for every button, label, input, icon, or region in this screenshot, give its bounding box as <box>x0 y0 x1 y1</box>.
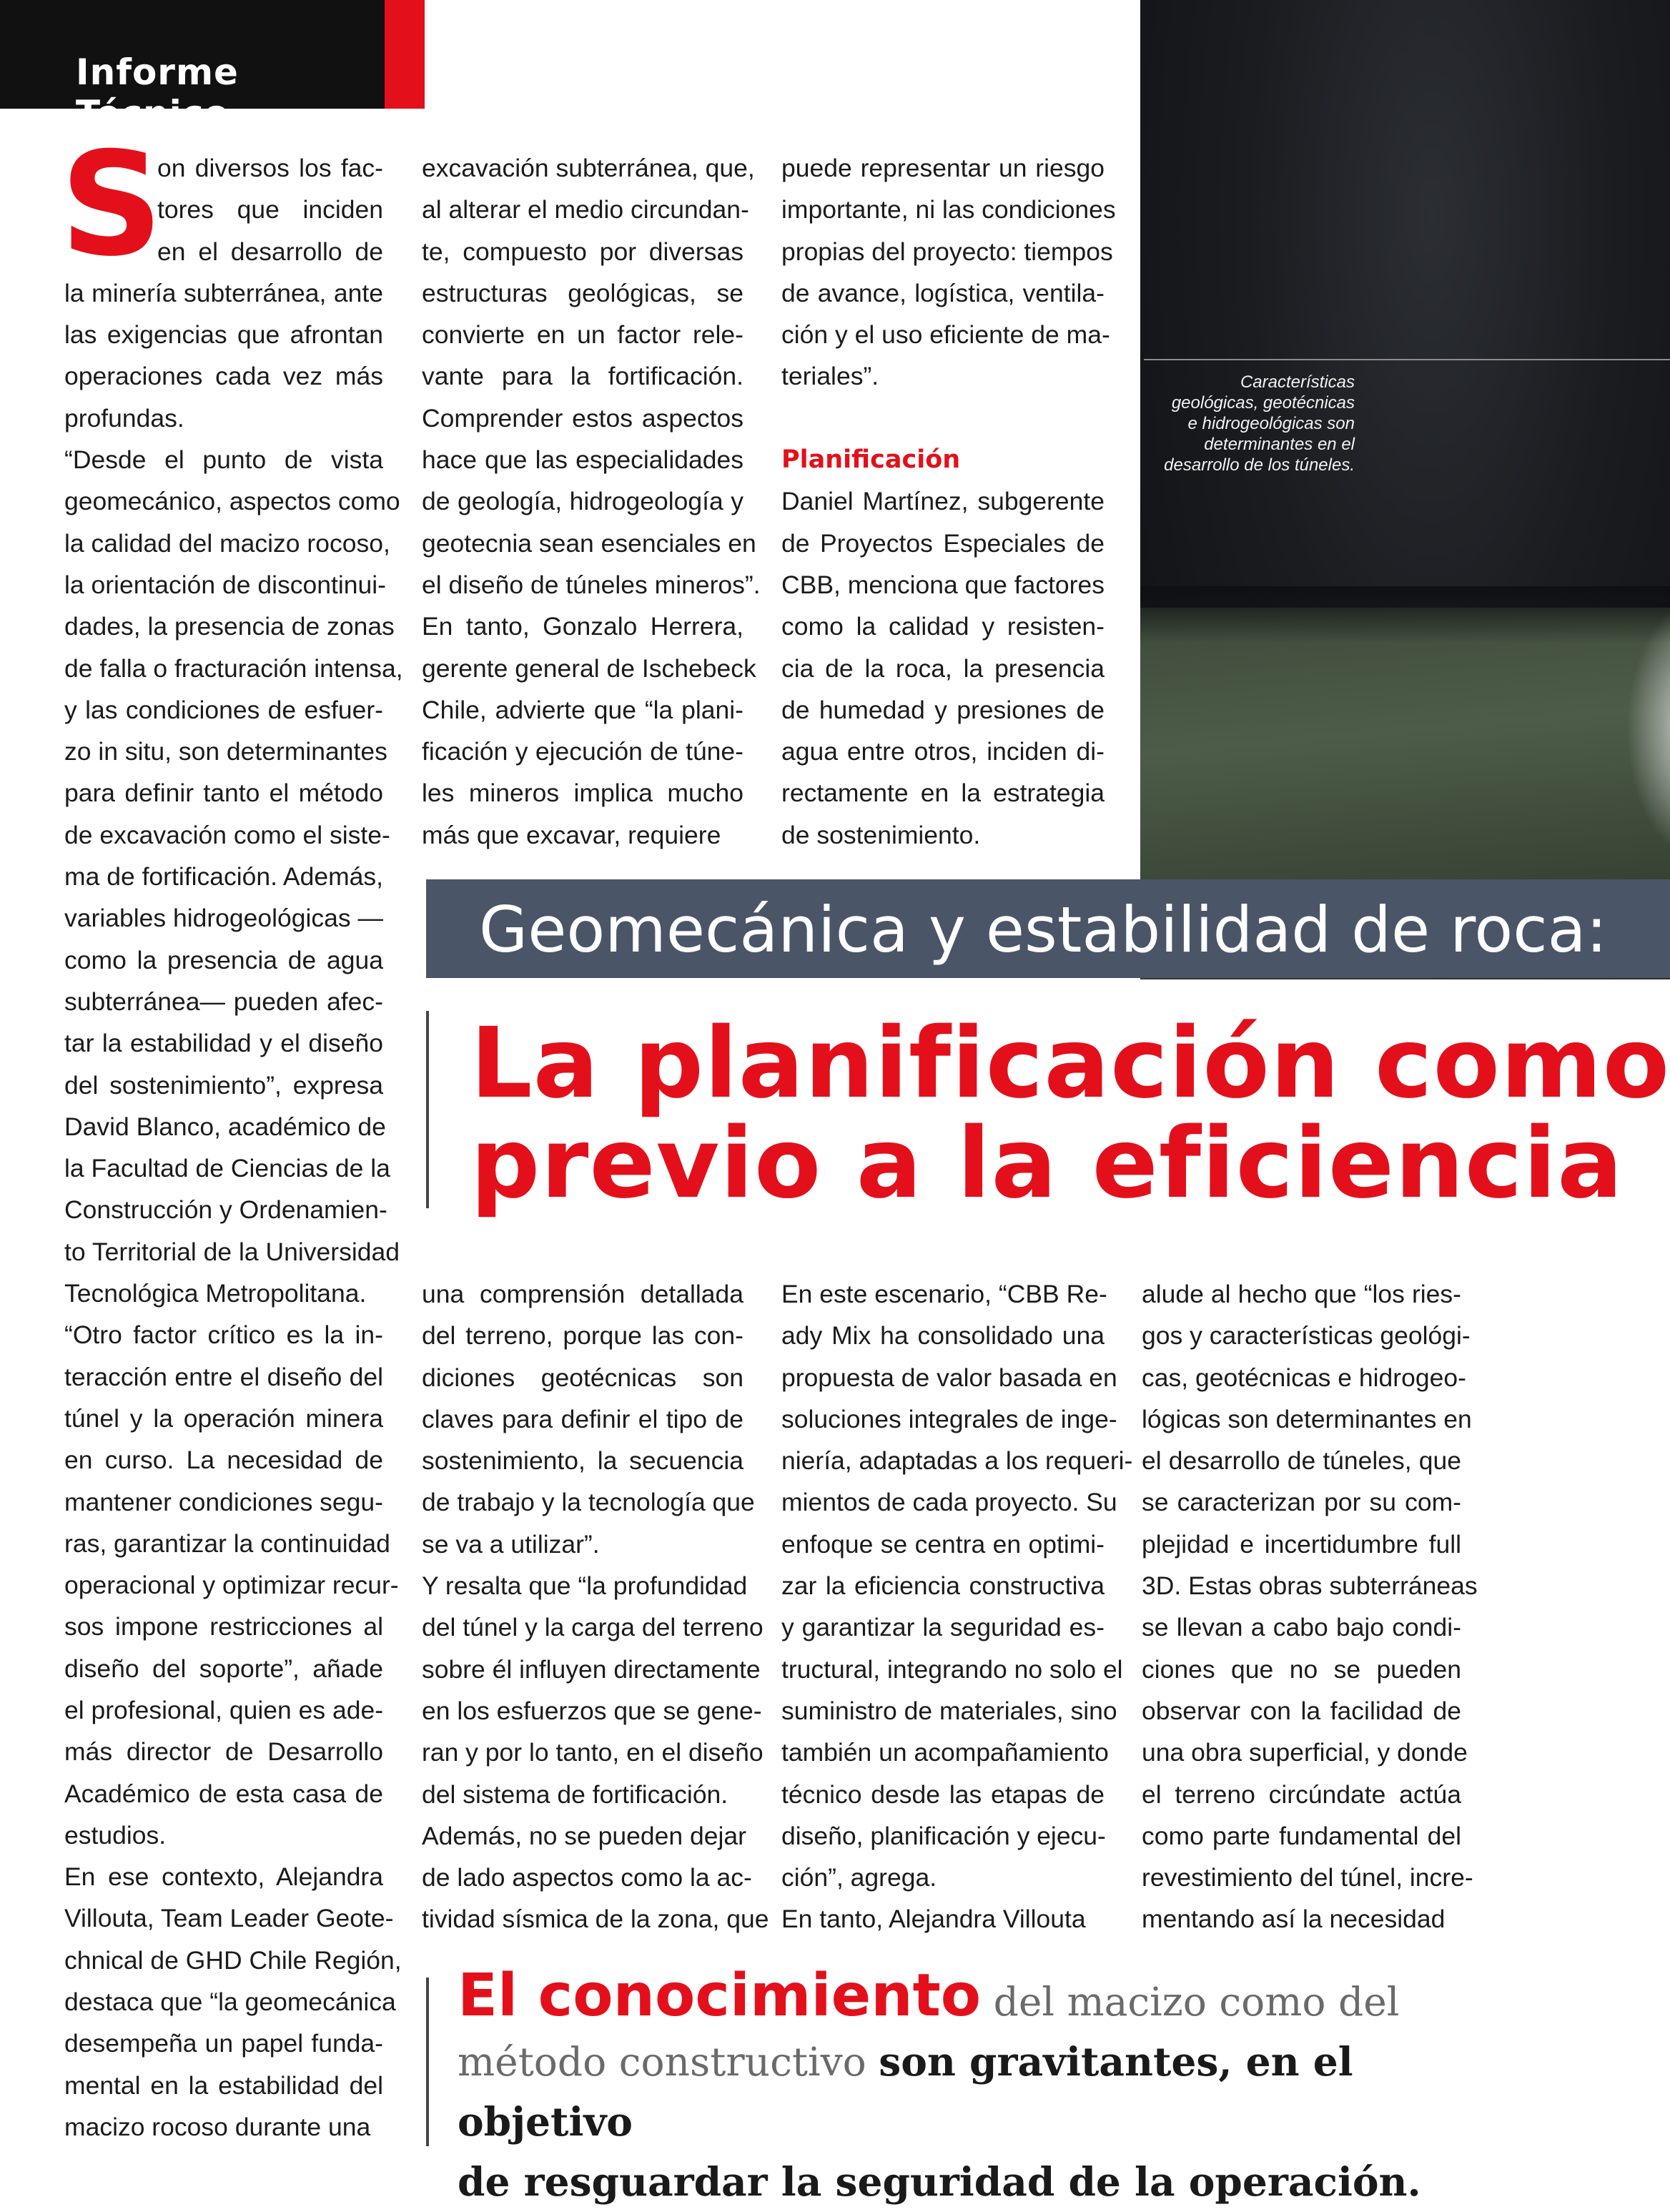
text-line: estudios. <box>64 1820 167 1850</box>
text-line: claves para definir el tipo de <box>422 1404 743 1433</box>
body-column-1 <box>64 147 403 2148</box>
text-line: Además, no se pueden dejar <box>422 1821 746 1850</box>
text-line: operaciones cada vez más <box>64 362 383 391</box>
headline-line-2: previo a la eficiencia <box>470 1107 1624 1220</box>
text-line: y las condiciones de esfuer- <box>64 695 383 724</box>
text-line: subterránea— pueden afec- <box>64 987 383 1016</box>
text-line: zar la eficiencia constructiva <box>781 1571 1105 1601</box>
text-line: alude al hecho que “los ries- <box>1142 1280 1461 1308</box>
text-line: rectamente en la estrategia <box>781 779 1105 808</box>
text-line: más director de Desarrollo <box>64 1737 383 1767</box>
text-line: soluciones integrales de inge- <box>781 1404 1117 1433</box>
text-line: técnico desde las etapas de <box>781 1779 1105 1809</box>
text-line: teriales”. <box>781 362 879 391</box>
text-line: cia de la roca, la presencia <box>781 653 1105 683</box>
text-line: En ese contexto, Alejandra <box>64 1862 383 1892</box>
text-line: enfoque se centra en optimi- <box>781 1529 1105 1559</box>
text-line: el terreno circúndate actúa <box>1142 1779 1461 1809</box>
text-line: de Proyectos Especiales de <box>781 528 1105 558</box>
caption-line: geológicas, geotécnicas <box>1171 393 1355 413</box>
text-line: la minería subterránea, ante <box>64 278 383 307</box>
text-line: lógicas son determinantes en <box>1142 1404 1472 1433</box>
text-line: el profesional, quien es ade- <box>64 1695 384 1724</box>
text-line: Construcción y Ordenamien- <box>64 1195 387 1225</box>
caption-rule <box>1144 359 1670 360</box>
text-line: chnical de GHD Chile Región, <box>64 1945 402 1975</box>
photo-caption <box>1144 372 1355 475</box>
text-line: diciones geotécnicas son <box>422 1363 743 1392</box>
text-line: Comprender estos aspectos <box>422 403 743 433</box>
text-line: revestimiento del túnel, incre- <box>1142 1863 1473 1892</box>
text-line: túnel y la operación minera <box>64 1403 383 1433</box>
kicker-title: Geomecánica y estabilidad de roca: <box>479 893 1608 967</box>
text-line: de avance, logística, ventila- <box>781 278 1105 307</box>
text-line: como parte fundamental del <box>1142 1821 1461 1850</box>
text-line: mental en la estabilidad del <box>64 2070 383 2100</box>
photo-shadow <box>1140 586 1670 643</box>
text-line: plejidad e incertidumbre full <box>1142 1529 1461 1559</box>
text-line: una comprensión detallada <box>422 1280 743 1308</box>
text-line: sostenimiento, la secuencia <box>422 1446 743 1476</box>
text-line: excavación subterránea, que, <box>422 154 755 182</box>
text-line: de trabajo y la tecnología que <box>422 1488 755 1517</box>
drop-cap: S <box>60 122 164 288</box>
text-line: on diversos los fac- <box>157 154 383 182</box>
text-line: se caracterizan por su com- <box>1142 1488 1461 1517</box>
text-line: te, compuesto por diversas <box>422 237 743 266</box>
text-line: de excavación como el siste- <box>64 820 390 849</box>
text-line: Chile, advierte que “la plani- <box>422 695 743 724</box>
text-line: agua entre otros, inciden di- <box>781 737 1105 766</box>
text-line: del terreno, porque las con- <box>422 1321 743 1351</box>
text-line: de sostenimiento. <box>781 820 981 849</box>
text-line: variables hidrogeológicas — <box>64 904 383 933</box>
text-line: geotecnia sean esenciales en <box>422 528 756 558</box>
text-line: al alterar el medio circundan- <box>422 195 749 224</box>
text-line: importante, ni las condiciones <box>781 195 1116 224</box>
caption-line: Características <box>1240 372 1355 392</box>
caption-line: e hidrogeológicas son <box>1187 414 1355 433</box>
text-line: convierte en un factor rele- <box>422 320 743 350</box>
body-column-4-bottom <box>1142 1273 1478 1940</box>
pull-quote-rule <box>426 1978 429 2146</box>
tunnel-photo <box>1140 0 1670 979</box>
text-line: sobre él influyen directamente <box>422 1654 761 1684</box>
text-line: tores que inciden <box>157 195 383 224</box>
text-line: y garantizar la seguridad es- <box>781 1613 1105 1642</box>
body-column-2-bottom <box>422 1273 769 1940</box>
photo-highlight <box>1626 601 1670 858</box>
text-line: de humedad y presiones de <box>781 695 1105 724</box>
headline <box>470 1007 1670 1220</box>
text-line: las exigencias que afrontan <box>64 320 383 350</box>
col3-top-paragraph-b <box>781 480 1105 856</box>
text-line: ficación y ejecución de túne- <box>422 737 743 766</box>
text-line: geomecánico, aspectos como <box>64 487 400 516</box>
text-line: se llevan a cabo bajo condi- <box>1142 1613 1461 1642</box>
text-line: la calidad del macizo rocoso, <box>64 528 390 558</box>
text-line: para definir tanto el método <box>64 779 383 808</box>
text-line: CBB, menciona que factores <box>781 570 1105 599</box>
text-line: se va a utilizar”. <box>422 1529 600 1559</box>
pull-quote-light-1: del macizo como del <box>981 1979 1400 2025</box>
text-line: gos y características geológi- <box>1142 1321 1471 1351</box>
text-line: “Desde el punto de vista <box>64 445 383 475</box>
text-line: sos impone restricciones al <box>64 1612 383 1641</box>
col3-top-paragraph-a <box>781 147 1116 398</box>
text-line: Villouta, Team Leader Geote- <box>64 1904 394 1933</box>
text-line: Daniel Martínez, subgerente <box>781 487 1105 516</box>
headline-line-1: La planificación como <box>470 1007 1670 1120</box>
text-line: operacional y optimizar recur- <box>64 1571 399 1600</box>
text-line: Tecnológica Metropolitana. <box>64 1279 367 1308</box>
text-line: tar la estabilidad y el diseño <box>64 1029 383 1058</box>
text-line: en curso. La necesidad de <box>64 1446 383 1475</box>
text-line: dades, la presencia de zonas <box>64 612 395 641</box>
subhead-planificacion: Planificación <box>781 445 961 475</box>
section-header-tab <box>0 0 385 134</box>
text-line: teracción entre el diseño del <box>64 1362 383 1391</box>
section-accent-bar <box>385 0 425 109</box>
text-line: en el desarrollo de <box>157 237 383 266</box>
text-line: estructuras geológicas, se <box>422 278 743 307</box>
pull-quote <box>458 1962 1480 2212</box>
text-line: cas, geotécnicas e hidrogeo- <box>1142 1363 1466 1392</box>
text-line: una obra superficial, y donde <box>1142 1738 1468 1767</box>
text-line: tividad sísmica de la zona, que <box>422 1905 769 1934</box>
text-line: Y resalta que “la profundidad <box>422 1571 748 1601</box>
text-line: suministro de materiales, sino <box>781 1696 1117 1725</box>
body-column-3-bottom <box>781 1273 1133 1940</box>
text-line: de lado aspectos como la ac- <box>422 1863 752 1892</box>
text-line: vante para la fortificación. <box>422 362 743 391</box>
text-line: “Otro factor crítico es la in- <box>64 1320 383 1350</box>
text-line: del túnel y la carga del terreno <box>422 1613 764 1642</box>
text-line: de falla o fracturación intensa, <box>64 653 403 683</box>
text-line: hace que las especialidades <box>422 445 743 475</box>
text-line: el diseño de túneles mineros”. <box>422 570 761 599</box>
text-line: ran y por lo tanto, en el diseño <box>422 1738 764 1767</box>
text-line: destaca que “la geomecánica <box>64 1988 396 2017</box>
text-line: ción”, agrega. <box>781 1863 937 1892</box>
pull-quote-lead: El conocimiento <box>458 1962 982 2030</box>
text-line: observar con la facilidad de <box>1142 1696 1461 1725</box>
text-line: más que excavar, requiere <box>422 820 721 849</box>
body-column-2-top <box>422 147 761 856</box>
text-line: la Facultad de Ciencias de la <box>64 1154 390 1183</box>
text-line: como la calidad y resisten- <box>781 612 1105 641</box>
headline-rule <box>426 1011 429 1208</box>
text-line: como la presencia de agua <box>64 945 383 974</box>
text-line: diseño del soporte”, añade <box>64 1654 383 1683</box>
text-line: puede representar un riesgo <box>781 154 1105 182</box>
text-line: del sostenimiento”, expresa <box>64 1070 383 1100</box>
text-line: En este escenario, “CBB Re- <box>781 1280 1107 1308</box>
text-line: tructural, integrando no solo el <box>781 1654 1123 1684</box>
text-line: propuesta de valor basada en <box>781 1363 1117 1392</box>
text-line: la orientación de discontinui- <box>64 570 386 599</box>
text-line: Académico de esta casa de <box>64 1779 383 1808</box>
caption-line: determinantes en el <box>1204 435 1355 454</box>
caption-line: desarrollo de los túneles. <box>1164 455 1355 475</box>
text-line: mantener condiciones segu- <box>64 1487 383 1516</box>
text-line: desempeña un papel funda- <box>64 2029 383 2058</box>
text-line: En tanto, Alejandra Villouta <box>781 1905 1086 1934</box>
text-line: zo in situ, son determinantes <box>64 737 387 766</box>
text-line: mientos de cada proyecto. Su <box>781 1488 1117 1517</box>
text-line: en los esfuerzos que se gene- <box>422 1696 762 1725</box>
text-line: propias del proyecto: tiempos <box>781 237 1113 266</box>
text-line: del sistema de fortificación. <box>422 1779 728 1809</box>
text-line: ady Mix ha consolidado una <box>781 1321 1105 1351</box>
body-column-3-top <box>781 147 1116 856</box>
text-line: ciones que no se pueden <box>1142 1654 1461 1684</box>
pull-quote-strong-2: de resguardar la seguridad de la operación. <box>458 2158 1421 2205</box>
text-line: 3D. Estas obras subterráneas <box>1142 1571 1478 1601</box>
text-line: de geología, hidrogeología y <box>422 487 743 516</box>
text-line: En tanto, Gonzalo Herrera, <box>422 612 743 641</box>
text-line: ras, garantizar la continuidad <box>64 1529 390 1558</box>
text-line: el desarrollo de túneles, que <box>1142 1446 1461 1476</box>
text-line: también un acompañamiento <box>781 1738 1109 1767</box>
text-line: diseño, planificación y ejecu- <box>781 1821 1106 1850</box>
text-line: ción y el uso eficiente de ma- <box>781 320 1110 350</box>
text-line: mentando así la necesidad <box>1142 1905 1446 1934</box>
text-line: ma de fortificación. Además, <box>64 862 383 892</box>
text-line: les mineros implica mucho <box>422 779 743 808</box>
text-line: profundas. <box>64 403 184 433</box>
text-line: macizo rocoso durante una <box>64 2112 371 2141</box>
text-line: gerente general de Ischebeck <box>422 653 756 683</box>
text-line: niería, adaptadas a los requeri- <box>781 1446 1133 1476</box>
section-label: Informe Técnico <box>76 51 239 134</box>
pull-quote-light-2: método constructivo <box>458 2039 879 2085</box>
pull-quote-strong-1: son gravitantes, en el objetivo <box>458 2038 1353 2145</box>
text-line: David Blanco, académico de <box>64 1112 386 1141</box>
text-line: to Territorial de la Universidad <box>64 1237 400 1266</box>
